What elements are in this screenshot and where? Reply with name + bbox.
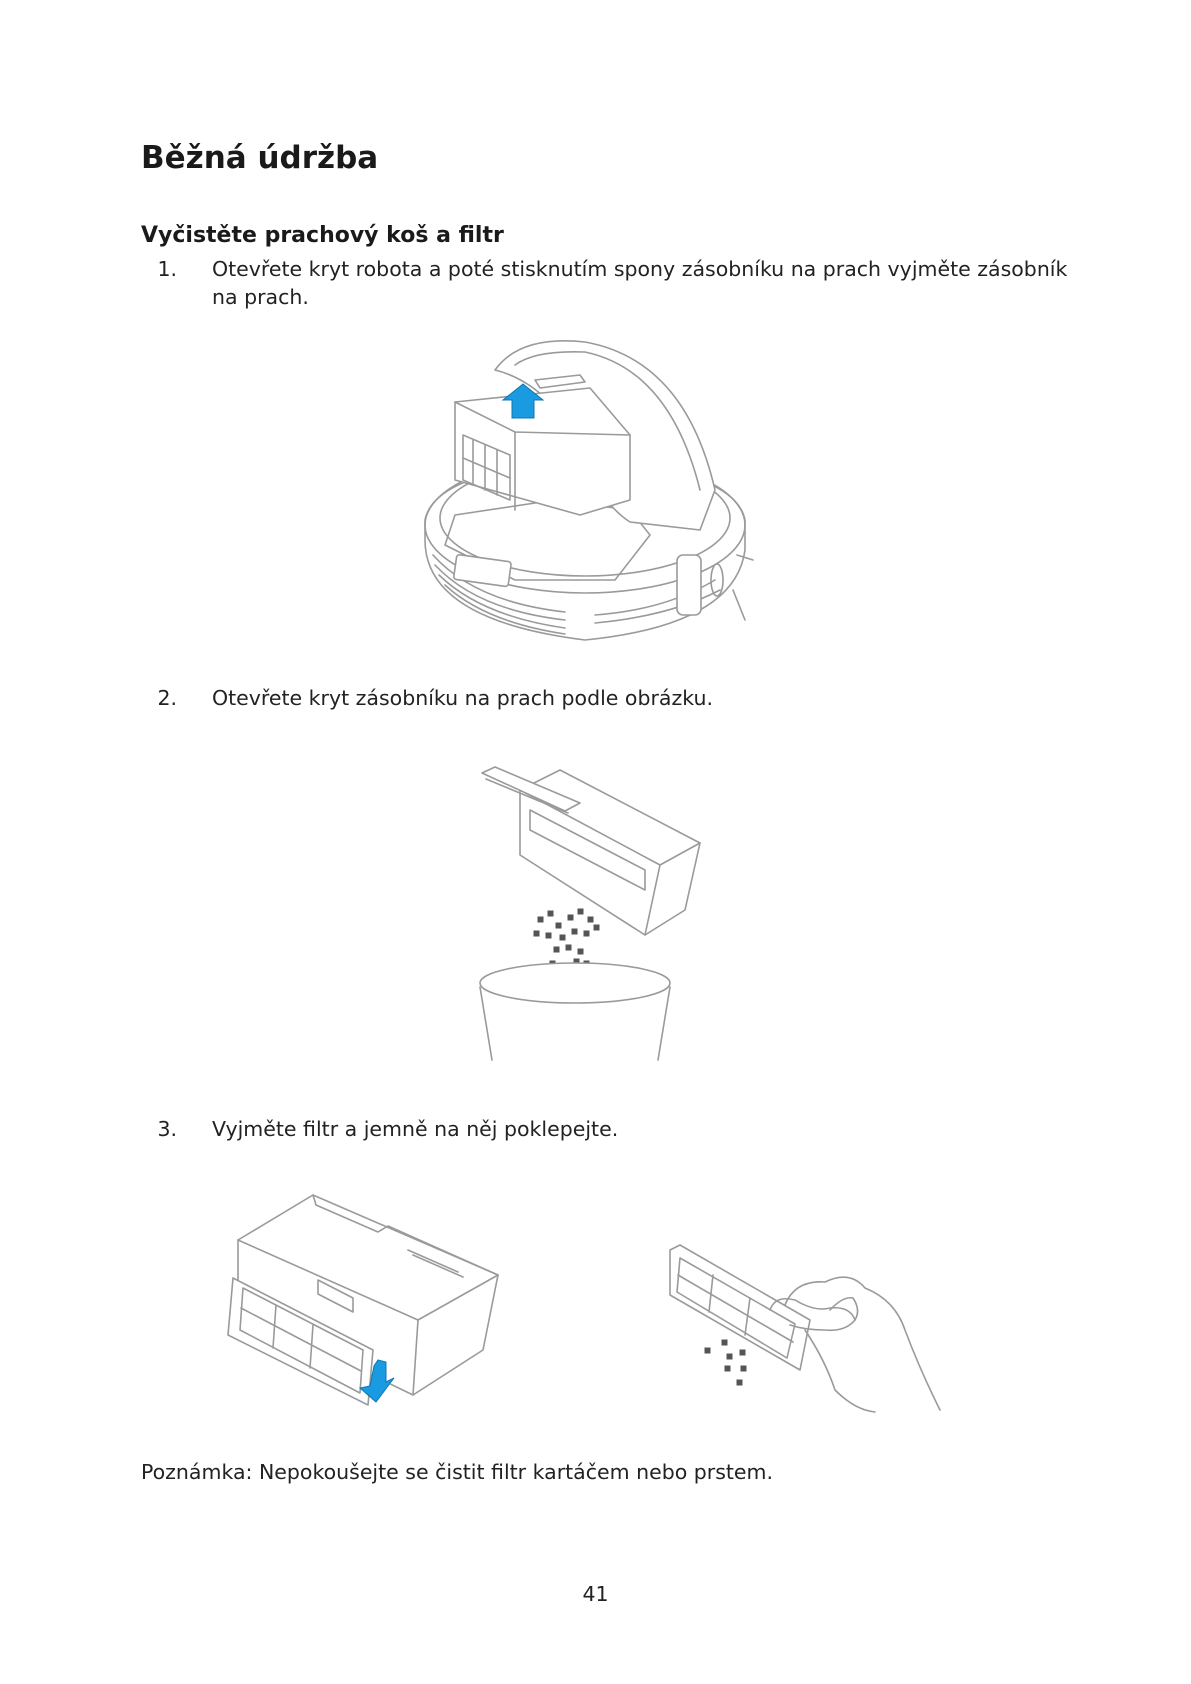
step-2-text: Otevřete kryt zásobníku na prach podle obrázku.	[212, 686, 713, 710]
remove-filter-illustration	[228, 1190, 508, 1420]
step-1-text: Otevřete kryt robota a poté stisknutím spony zásobníku na prach vyjměte zásobník na prach.	[212, 257, 1068, 309]
robot-dustbin-illustration	[415, 340, 755, 660]
step-1-number: 1.	[157, 257, 177, 281]
step-3-text: Vyjměte filtr a jemně na něj poklepejte.	[212, 1117, 619, 1141]
section-title: Vyčistěte prachový koš a filtr	[141, 223, 504, 248]
step-3	[141, 1115, 1091, 1145]
step-3-number: 3.	[157, 1117, 177, 1141]
empty-dustbin-illustration	[460, 765, 720, 1065]
step-2-number: 2.	[157, 686, 177, 710]
step-2	[141, 684, 1091, 714]
page-number: 41	[582, 1582, 609, 1606]
tap-filter-illustration	[665, 1240, 945, 1440]
page-title: Běžná údržba	[141, 140, 379, 176]
note: Poznámka: Nepokoušejte se čistit filtr kartáčem nebo prstem.	[141, 1460, 774, 1484]
step-1	[141, 255, 1091, 315]
